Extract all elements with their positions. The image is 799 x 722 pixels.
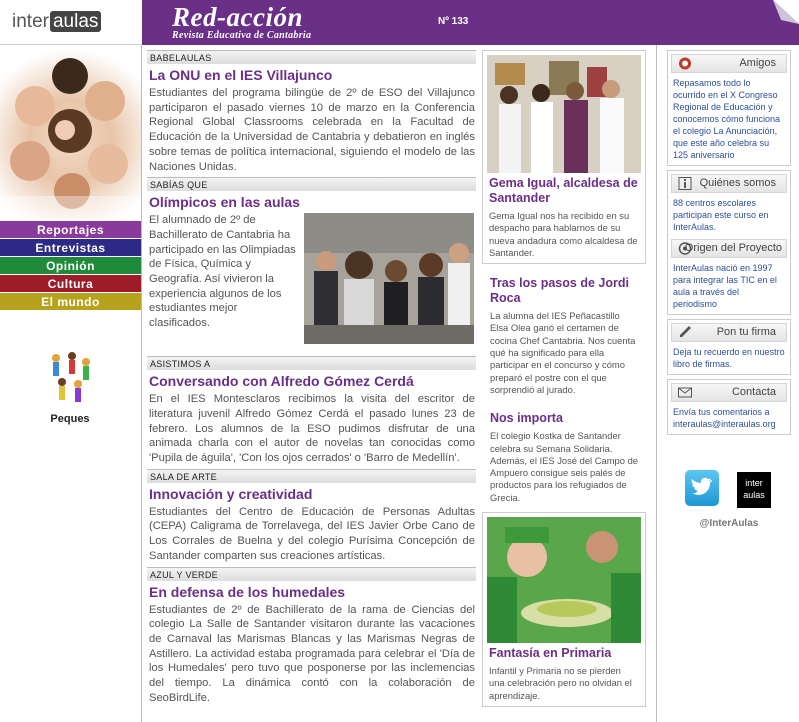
section-nav [0, 221, 141, 311]
section-header: SABÍAS QUE [147, 177, 476, 191]
right-divider [656, 45, 657, 722]
article-text: Estudiantes del programa bilingüe de 2º de ESO del Villajunco participaron el pasado viernes 10 de marzo en la Conferencia Regional Global Classrooms celebrada en la Facultad de Educación de la Universidad de Cantabria y debatieron en inglés sobre temas de política internacional, siguiendo el modelo de las Naciones Unidas. [149, 87, 475, 173]
box-header[interactable] [671, 174, 787, 193]
article-title[interactable]: Conversando con Alfredo Gómez Cerdá [149, 373, 414, 390]
envelope-icon [678, 386, 692, 399]
left-divider [141, 45, 142, 722]
box-quienes-somos [667, 170, 791, 315]
right-sidebar [667, 50, 791, 439]
box-title: Origen del Proyecto [684, 242, 782, 254]
nav-cultura[interactable]: Cultura [0, 275, 141, 293]
feature-title[interactable]: Gema Igual, alcaldesa de Santander [489, 176, 638, 205]
article-text: Estudiantes de 2º de Bachillerato de la rama de Ciencias del colegio La Salle de Santander visitaron durante las vacaciones de Carnaval las Marismas Blancas y las Marismas Negras de Astillero. La actividad estaba programada para celebrar el 'Día de los Humedales' pero tuvo que posponerse por las inclemencias del tiempo. La dinámica contó con la colaboración de SeoBirdLife. [149, 603, 475, 704]
article-innovacion [147, 469, 476, 564]
badge-line1: inter [745, 478, 763, 488]
twitter-icon[interactable] [685, 470, 719, 506]
box-amigos [667, 50, 791, 166]
section-header: AZUL Y VERDE [147, 567, 476, 581]
nav-entrevistas[interactable]: Entrevistas [0, 239, 141, 257]
logo-text-aulas: aulas [50, 11, 101, 32]
masthead-subtitle: Revista Educativa de Cantabria [172, 30, 312, 41]
box-header[interactable] [671, 383, 787, 402]
main-articles [147, 50, 476, 708]
article-onu [147, 50, 476, 174]
section-header: SALA DE ARTE [147, 469, 476, 483]
box-text[interactable]: Envía tus comentarios a interaulas@interaulas.org [673, 407, 776, 429]
section-header: BABELAULAS [147, 50, 476, 64]
issue-number: Nº 133 [438, 16, 469, 27]
article-text: El alumnado de 2º de Bachillerato de Cantabria ha participado en las Olimpiadas de Física, Química y Geografía. Así vivieron la experiencia algunos de los estudiantes mejor clasificados. [149, 214, 296, 330]
box-text[interactable]: 88 centros escolares participan este curso en InterAulas. [673, 198, 769, 232]
article-text: En el IES Montesclaros recibimos la visita del escritor de literatura juvenil Alfredo Gómez Cerdá el pasado lunes 23 de febrero. Los alumnos de la ESO pudimos disfrutar de una animada charla con el autor de novelas tan conocidas como 'Pupila de águila', 'Con los ojos cerrados' o 'Barro de Medellín'. [149, 393, 475, 465]
feature-jordi [482, 269, 646, 402]
box-contacta [667, 379, 791, 435]
interaulas-badge-icon[interactable] [737, 472, 771, 508]
feature-gema [482, 50, 646, 264]
article-gomez-cerda [147, 356, 476, 466]
social-links [667, 470, 791, 535]
box-text[interactable]: InterAulas nació en 1997 para integrar las TIC en el aula a través del periodismo [673, 263, 777, 309]
article-text: Estudiantes del Centro de Educación de Personas Adultas (CEPA) Caligrama de Torrelavega, del IES Javier Orbe Cano de Los Corrales de Buelna y del colegio Purísima Concepción de Santander comparten sus creaciones artísticas. [149, 505, 475, 562]
logo-text-inter: inter [12, 11, 49, 32]
feature-title[interactable]: Nos importa [490, 411, 563, 426]
nav-reportajes[interactable]: Reportajes [0, 221, 141, 239]
badge-line2: aulas [743, 490, 765, 500]
feature-importa [482, 404, 646, 510]
magazine-header [142, 0, 799, 45]
box-title: Contacta [731, 386, 776, 398]
feature-fantasia [482, 512, 646, 707]
box-text[interactable]: Deja tu recuerdo en nuestro libro de firmas. [673, 347, 785, 369]
article-olimpicos [147, 177, 476, 353]
twitter-handle[interactable]: @InterAulas [699, 518, 759, 529]
box-title: Pon tu firma [716, 326, 776, 338]
masthead-title[interactable]: Red-acción [172, 2, 303, 32]
feature-text: La alumna del IES Peñacastillo Elsa Olea ganó el certamen de cocina Chef Cantabria. Nos cuenta qué ha significado para ella participar en el concurso y cómo preparó el postre con el que sorprendió al jurado. [490, 310, 636, 395]
children-carnival-photo[interactable] [487, 517, 641, 643]
box-header-origen[interactable] [671, 239, 787, 258]
kids-circle-photo [0, 46, 141, 219]
nav-opinion[interactable]: Opinión [0, 257, 141, 275]
box-title: Amigos [739, 57, 776, 69]
mayor-group-photo[interactable] [487, 55, 641, 173]
info-icon [678, 177, 692, 190]
article-title[interactable]: En defensa de los humedales [149, 583, 346, 600]
feature-title[interactable]: Tras los pasos de Jordi Roca [490, 276, 629, 306]
article-title[interactable]: La ONU en el IES Villajunco [149, 67, 333, 83]
amigos-logo-icon [678, 57, 692, 70]
feature-title[interactable]: Fantasía en Primaria [489, 646, 612, 661]
box-header[interactable] [671, 54, 787, 73]
featured-column [482, 50, 646, 712]
box-title: Quiénes somos [699, 177, 776, 189]
left-sidebar [0, 0, 141, 722]
box-header[interactable] [671, 323, 787, 342]
nav-el-mundo[interactable]: El mundo [0, 293, 141, 311]
pen-icon [678, 326, 692, 339]
article-title[interactable]: Olímpicos en las aulas [149, 194, 300, 211]
box-text[interactable]: Repasamos todo lo ocurrido en el X Congreso Regional de Educación y conocemos cómo funciona el colegio La Anunciación, que este año celebra su 125 aniversario [673, 78, 781, 160]
interaulas-logo[interactable] [0, 0, 141, 45]
feature-text: Gema Igual nos ha recibido en su despacho para hablarnos de su nueva andadura como alcaldesa de Santander. [489, 210, 638, 258]
peques-link[interactable] [30, 350, 110, 425]
students-group-photo[interactable] [304, 213, 474, 344]
feature-text: Infantil y Primaria no se pierden una celebración pero no olvidan el aprendizaje. [489, 665, 632, 701]
article-title[interactable]: Innovación y creatividad [149, 485, 313, 502]
article-humedales [147, 567, 476, 706]
peques-label: Peques [50, 413, 90, 425]
feature-text: El colegio Kostka de Santander celebra su Semana Solidaria. Además, el IES José del Campo de Ampuero consigue seis palés de productos para los refugiados de Grecia. [490, 430, 638, 503]
box-pon-tu-firma [667, 319, 791, 375]
children-dancing-icon [46, 350, 94, 406]
page-fold-icon [773, 0, 799, 24]
section-header: ASISTIMOS A [147, 356, 476, 370]
